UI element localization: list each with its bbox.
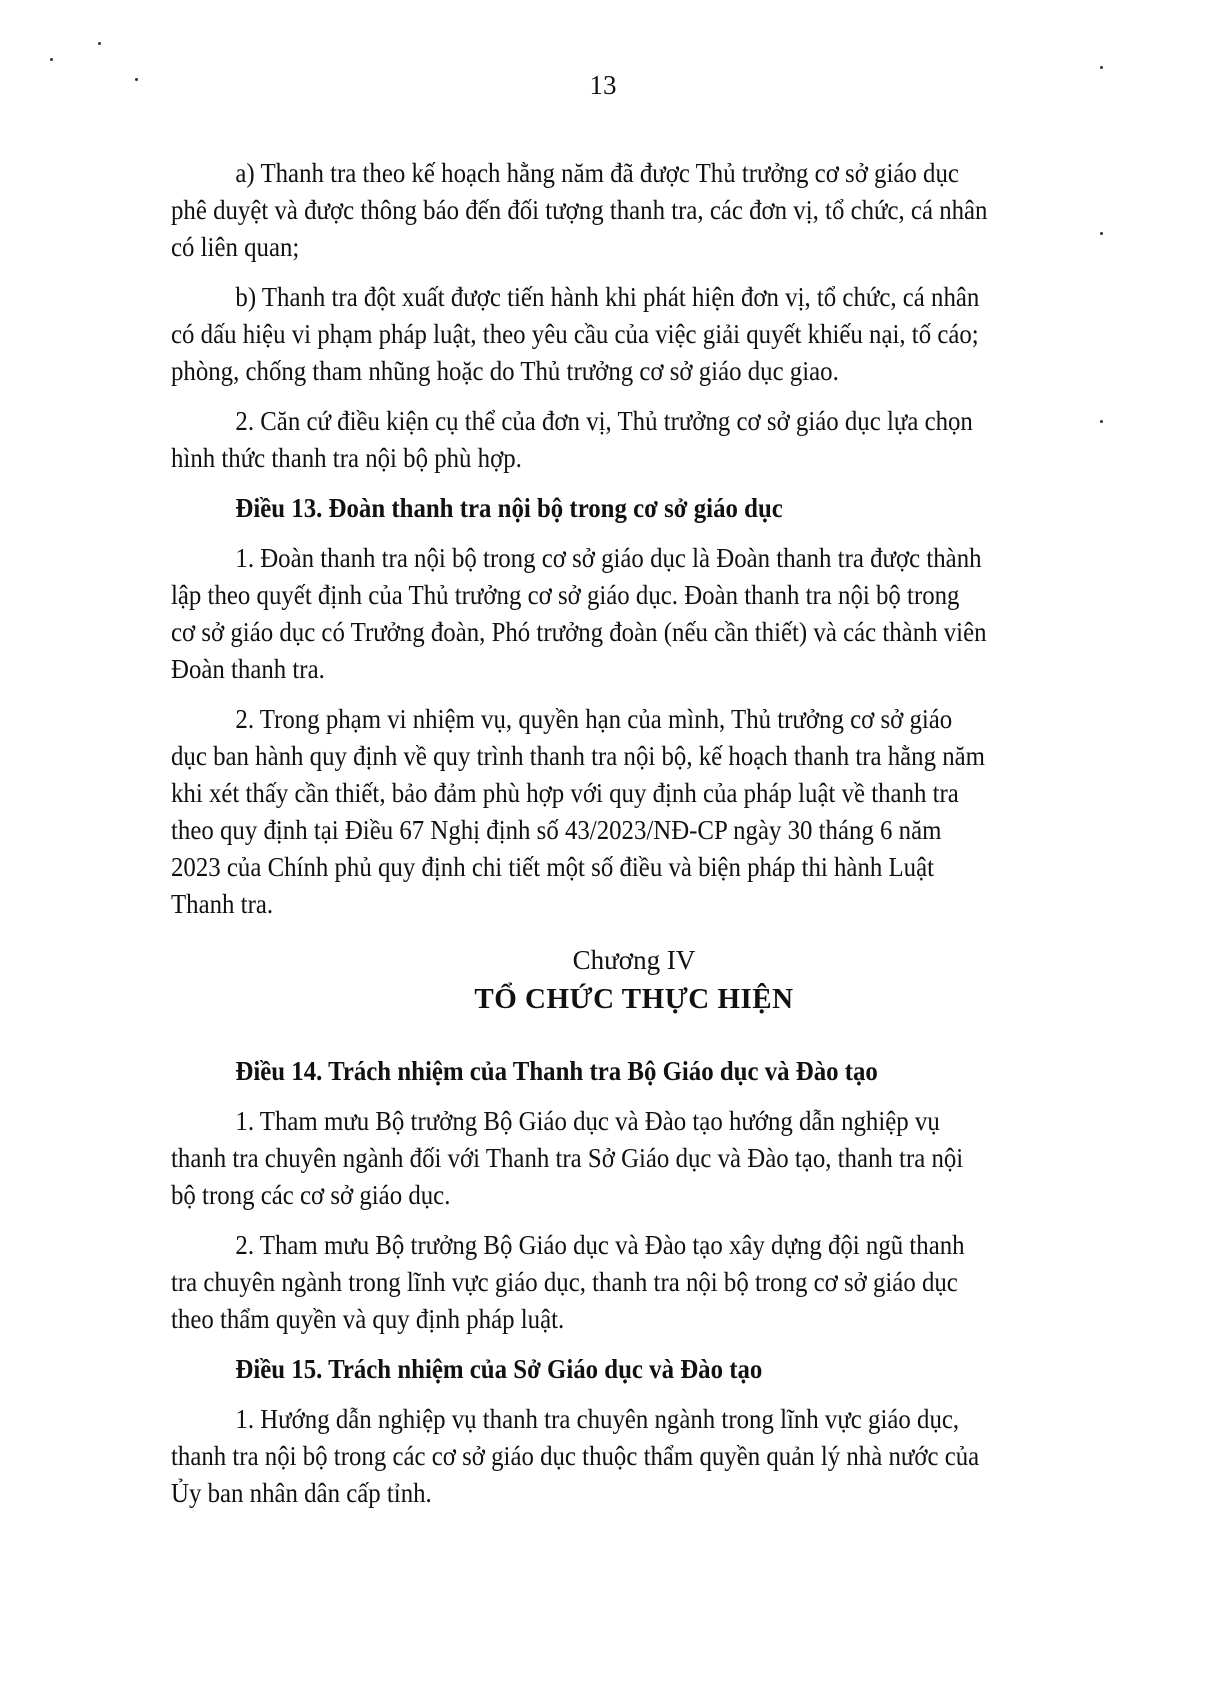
article-15-paragraph-1 xyxy=(171,1401,1097,1512)
text-line: theo thẩm quyền và quy định pháp luật. xyxy=(171,1304,565,1334)
paragraph-b xyxy=(171,279,1097,390)
article-14-paragraph-1 xyxy=(171,1103,1097,1214)
text-line: phê duyệt và được thông báo đến đối tượng thanh tra, các đơn vị, tổ chức, cá nhân xyxy=(171,195,988,225)
text-line: 2. Tham mưu Bộ trưởng Bộ Giáo dục và Đào tạo xây dựng đội ngũ thanh xyxy=(235,1230,965,1260)
scan-speck xyxy=(135,78,138,81)
scan-speck xyxy=(1100,232,1103,235)
text-line: thanh tra chuyên ngành đối với Thanh tra Sở Giáo dục và Đào tạo, thanh tra nội xyxy=(171,1143,964,1173)
paragraph-2 xyxy=(171,403,1097,477)
text-line: 1. Đoàn thanh tra nội bộ trong cơ sở giáo dục là Đoàn thanh tra được thành xyxy=(235,543,982,573)
article-15-heading: Điều 15. Trách nhiệm của Sở Giáo dục và Đào tạo xyxy=(235,1354,763,1384)
text-line: 1. Hướng dẫn nghiệp vụ thanh tra chuyên ngành trong lĩnh vực giáo dục, xyxy=(235,1404,960,1434)
chapter-title: TỔ CHỨC THỰC HIỆN xyxy=(474,983,794,1015)
paragraph-a xyxy=(171,155,1097,266)
article-14-heading: Điều 14. Trách nhiệm của Thanh tra Bộ Giáo dục và Đào tạo xyxy=(235,1056,878,1086)
text-line: Ủy ban nhân dân cấp tỉnh. xyxy=(171,1478,432,1508)
text-line: khi xét thấy cần thiết, bảo đảm phù hợp với quy định của pháp luật về thanh tra xyxy=(171,778,959,808)
scan-speck xyxy=(1100,420,1103,423)
text-line: a) Thanh tra theo kế hoạch hằng năm đã được Thủ trưởng cơ sở giáo dục xyxy=(235,158,959,188)
text-line: thanh tra nội bộ trong các cơ sở giáo dục thuộc thẩm quyền quản lý nhà nước của xyxy=(171,1441,980,1471)
text-line: lập theo quyết định của Thủ trưởng cơ sở giáo dục. Đoàn thanh tra nội bộ trong xyxy=(171,580,960,610)
text-line: có liên quan; xyxy=(171,232,300,262)
text-line: 2. Trong phạm vi nhiệm vụ, quyền hạn của mình, Thủ trưởng cơ sở giáo xyxy=(235,704,953,734)
text-line: phòng, chống tham nhũng hoặc do Thủ trưởng cơ sở giáo dục giao. xyxy=(171,356,839,386)
scan-speck xyxy=(1100,66,1103,69)
text-line: cơ sở giáo dục có Trưởng đoàn, Phó trưởng đoàn (nếu cần thiết) và các thành viên xyxy=(171,617,987,647)
article-13-paragraph-1 xyxy=(171,540,1097,688)
page-number: 13 xyxy=(589,70,617,100)
chapter-label: Chương IV xyxy=(572,945,696,975)
scan-speck xyxy=(50,58,53,61)
article-13-heading: Điều 13. Đoàn thanh tra nội bộ trong cơ sở giáo dục xyxy=(235,493,783,523)
text-line: 2023 của Chính phủ quy định chi tiết một số điều và biện pháp thi hành Luật xyxy=(171,852,935,882)
text-line: tra chuyên ngành trong lĩnh vực giáo dục, thanh tra nội bộ trong cơ sở giáo dục xyxy=(171,1267,958,1297)
text-line: có dấu hiệu vi phạm pháp luật, theo yêu cầu của việc giải quyết khiếu nại, tố cáo; xyxy=(171,319,979,349)
text-line: bộ trong các cơ sở giáo dục. xyxy=(171,1180,451,1210)
text-line: b) Thanh tra đột xuất được tiến hành khi phát hiện đơn vị, tổ chức, cá nhân xyxy=(235,282,980,312)
text-line: theo quy định tại Điều 67 Nghị định số 43/2023/NĐ-CP ngày 30 tháng 6 năm xyxy=(171,815,942,845)
article-13-paragraph-2 xyxy=(171,701,1097,923)
document-body xyxy=(171,155,1097,1525)
scan-speck xyxy=(98,42,101,45)
article-14-paragraph-2 xyxy=(171,1227,1097,1338)
text-line: Đoàn thanh tra. xyxy=(171,654,325,684)
text-line: hình thức thanh tra nội bộ phù hợp. xyxy=(171,443,522,473)
text-line: Thanh tra. xyxy=(171,889,274,919)
text-line: dục ban hành quy định về quy trình thanh tra nội bộ, kế hoạch thanh tra hằng năm xyxy=(171,741,985,771)
text-line: 1. Tham mưu Bộ trưởng Bộ Giáo dục và Đào tạo hướng dẫn nghiệp vụ xyxy=(235,1106,940,1136)
text-line: 2. Căn cứ điều kiện cụ thể của đơn vị, Thủ trưởng cơ sở giáo dục lựa chọn xyxy=(235,406,973,436)
